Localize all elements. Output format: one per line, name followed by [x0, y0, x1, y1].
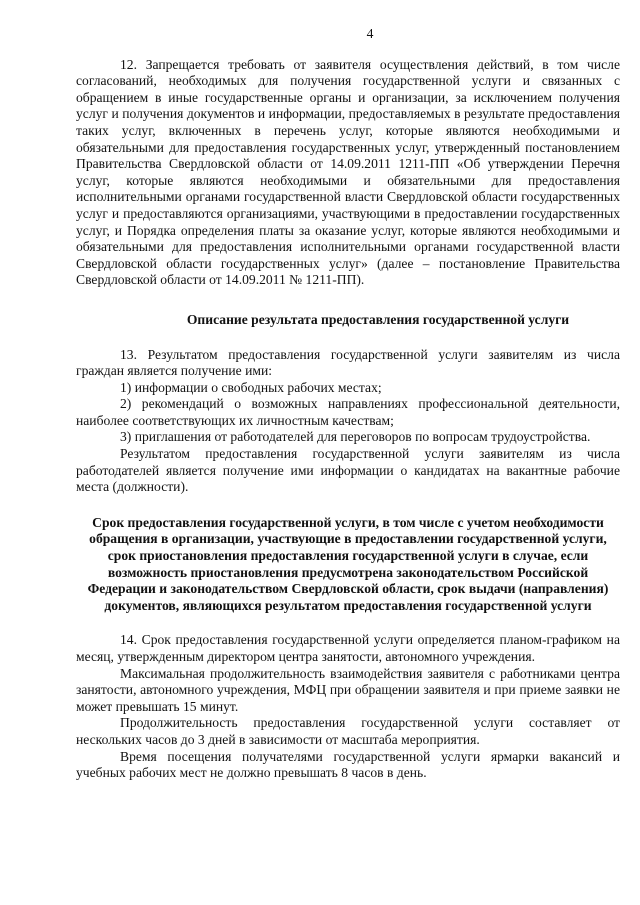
page-number: 4 [366, 26, 374, 41]
paragraph-employers-result: Результатом предоставления государственной услуги заявителям из числа работодателей является получение ими информации о кандидатах на вакантные рабочие места (должности). [76, 446, 620, 495]
paragraph-max-duration: Максимальная продолжительность взаимодействия заявителя с работниками центра занятости, автономного учреждения, МФЦ при обращении заявителя и при приеме заявки не может превышать 15 минут. [76, 665, 620, 714]
paragraph-13: 13. Результатом предоставления государственной услуги заявителям из числа граждан является получение ими: [76, 346, 620, 379]
paragraph-12: 12. Запрещается требовать от заявителя осуществления действий, в том числе согласований, необходимых для получения государственной услуги и связанных с обращением в иные государственные органы и организации, за исключением получения услуг и получения документов и информации, предоставляемых в результате предоставления таких услуг, включенных в перечень услуг, которые являются необходимыми и обязательными для предоставления государственных услуг, утвержденный постановлением Правительства Свердловской области от 14.09.2011 1211-ПП «Об утверждении Перечня услуг, которые являются необходимыми и обязательными для предоставления исполнительными органами государственной власти Свердловской области государственных услуг и предоставляются организациями, участвующими в предоставлении государственных услуг, и Порядка определения платы за оказание услуг, которые являются необходимыми и обязательными для предоставления исполнительными органами государственной власти Свердловской области государственных услуг» (далее – постановление Правительства Свердловской области от 14.09.2011 № 1211-ПП). [76, 56, 620, 288]
list-item-3: 3) приглашения от работодателей для переговоров по вопросам трудоустройства. [120, 429, 591, 445]
list-item-2: 2) рекомендаций о возможных направлениях профессиональной деятельности, наиболее соответствующих их личностным качествам; [76, 396, 620, 428]
paragraph-visit-time: Время посещения получателями государственной услуги ярмарки вакансий и учебных рабочих мест не должно превышать 8 часов в день. [76, 748, 620, 781]
section-heading-result: Описание результата предоставления государственной услуги [186, 311, 570, 327]
paragraph-14: 14. Срок предоставления государственной услуги определяется планом-графиком на месяц, утвержденным директором центра занятости, автономного учреждения. [76, 632, 620, 664]
section-heading-term: Срок предоставления государственной услуги, в том числе с учетом необходимости обращения в организации, участвующие в предоставлении государственной услуги, срок приостановления предоставления государственной услуги в случае, если возможность приостановления предусмотрена законодательством Российской Федерации и законодательством Свердловской области, срок выдачи (направления) документов, являющихся результатом предоставления государственной услуги [87, 514, 609, 613]
paragraph-duration: Продолжительность предоставления государственной услуги составляет от нескольких часов до 3 дней в зависимости от масштаба мероприятия. [76, 715, 620, 747]
list-item-1: 1) информации о свободных рабочих местах; [120, 379, 382, 395]
